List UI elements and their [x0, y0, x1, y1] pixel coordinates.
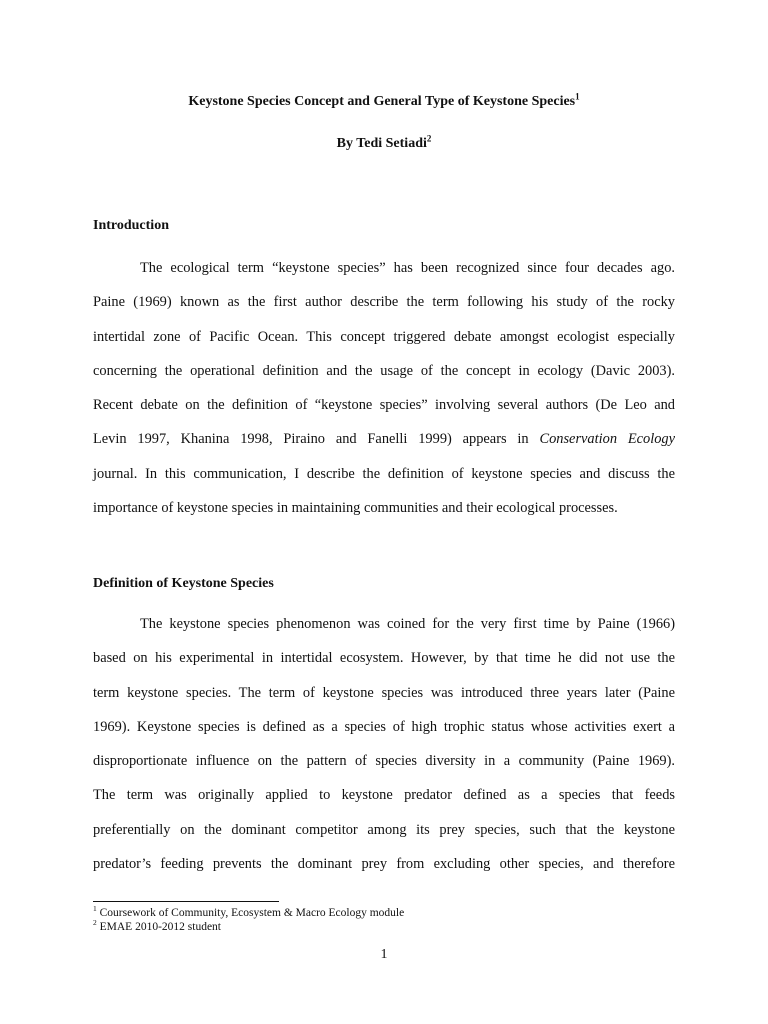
- author-footnote-mark: 2: [426, 133, 432, 144]
- paragraph-line: 1969). Keystone species is defined as a species of high trophic status whose activities exert a: [93, 718, 675, 735]
- paragraph-line: term keystone species. The term of keystone species was introduced three years later (Paine: [93, 684, 675, 701]
- paragraph-line: The term was originally applied to keystone predator defined as a species that feeds: [93, 787, 675, 804]
- paragraph-line: Recent debate on the definition of “keystone species” involving several authors (De Leo and: [93, 397, 675, 414]
- paragraph-line: intertidal zone of Pacific Ocean. This concept triggered debate amongst ecologist especially: [93, 328, 675, 345]
- footnote-mark: 2: [93, 918, 97, 928]
- footnote-separator: [93, 901, 279, 902]
- footnote-text: EMAE 2010-2012 student: [99, 921, 222, 933]
- author-text: By Tedi Setiadi: [336, 136, 427, 151]
- title-text: Keystone Species Concept and General Type of Keystone Species: [188, 94, 576, 109]
- footnote-mark: 1: [93, 904, 97, 914]
- section-heading-definition: Definition of Keystone Species: [93, 576, 274, 591]
- paragraph-line: The ecological term “keystone species” has been recognized since four decades ago.: [140, 260, 675, 276]
- paragraph-line: Paine (1969) known as the first author describe the term following his study of the rocky: [93, 294, 675, 311]
- introduction-paragraph: [93, 251, 675, 525]
- paragraph-line: concerning the operational definition and the usage of the concept in ecology (Davic 2003).: [93, 362, 675, 379]
- paragraph-line-with-italic: [93, 422, 675, 456]
- paragraph-line: predator’s feeding prevents the dominant prey from excluding other species, and therefore: [93, 856, 675, 873]
- paragraph-line: disproportionate influence on the pattern of species diversity in a community (Paine 1969).: [93, 753, 675, 770]
- paragraph-line: based on his experimental in intertidal ecosystem. However, by that time he did not use the: [93, 650, 675, 667]
- paragraph-line: importance of keystone species in maintaining communities and their ecological processes.: [93, 500, 618, 517]
- section-heading-introduction: Introduction: [93, 218, 169, 233]
- title-footnote-mark: 1: [575, 91, 580, 102]
- document-author: [0, 133, 768, 152]
- paragraph-line: journal. In this communication, I describe the definition of keystone species and discuss the: [93, 465, 675, 482]
- footnote-1: [93, 906, 404, 920]
- document-title: [0, 91, 768, 110]
- paragraph-line: The keystone species phenomenon was coined for the very first time by Paine (1966): [140, 616, 675, 632]
- line-text: Levin 1997, Khanina 1998, Piraino and Fanelli 1999) appears in: [93, 431, 529, 448]
- footnote-text: Coursework of Community, Ecosystem & Macro Ecology module: [99, 907, 405, 919]
- page-number: 1: [380, 947, 388, 962]
- footnote-2: [93, 920, 221, 934]
- paragraph-line: preferentially on the dominant competitor among its prey species, such that the keystone: [93, 821, 675, 838]
- definition-paragraph: [93, 607, 675, 881]
- journal-name: Conservation Ecology: [539, 431, 675, 448]
